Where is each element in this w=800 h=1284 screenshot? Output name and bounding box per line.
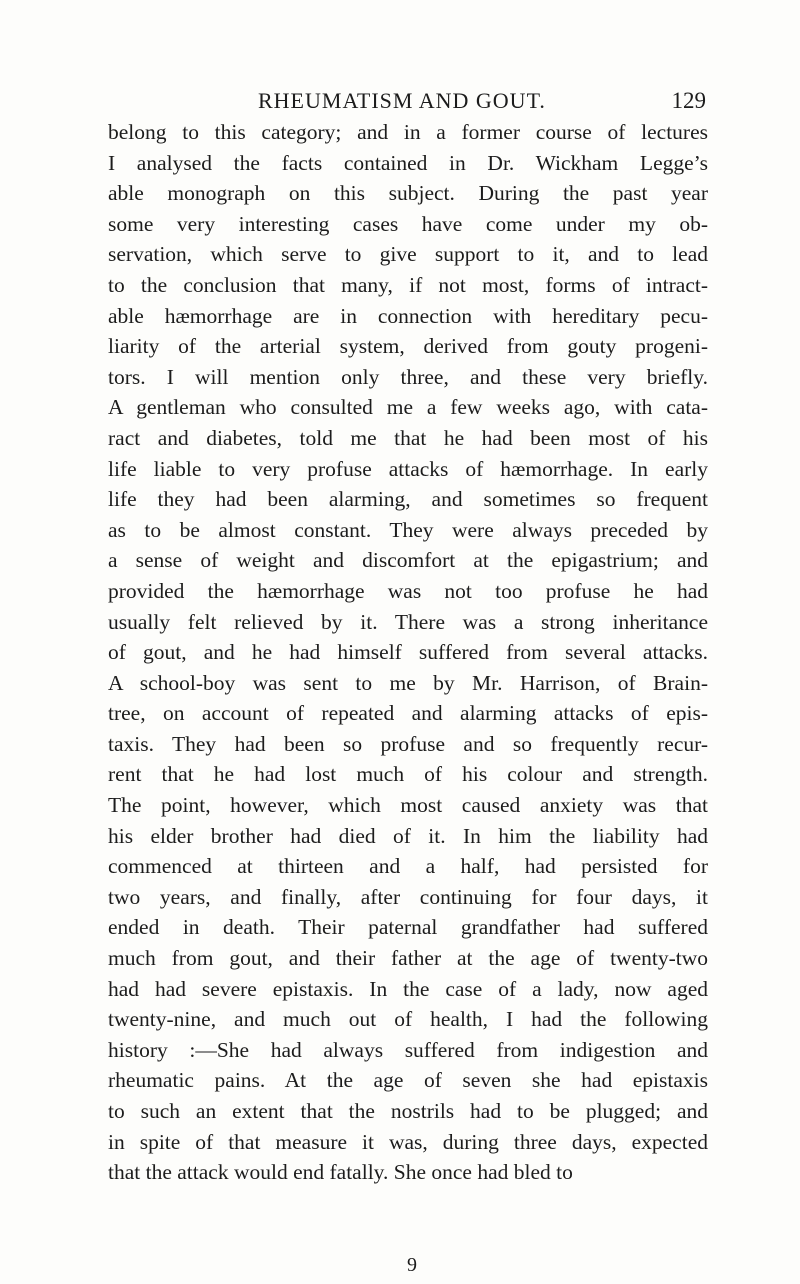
text-line: I analysed the facts contained in Dr. Wickham Legge’s	[108, 150, 708, 175]
text-line: A gentleman who consulted me a few weeks ago, with cata-	[108, 395, 708, 420]
text-line: some very interesting cases have come under my ob-	[108, 211, 708, 236]
text-line: twenty-nine, and much out of health, I had the following	[108, 1007, 708, 1032]
text-line: commenced at thirteen and a half, had persisted for	[108, 854, 708, 879]
text-line: rent that he had lost much of his colour and strength.	[108, 762, 708, 787]
text-line: usually felt relieved by it. There was a strong inheritance	[108, 609, 708, 634]
body-paragraph	[108, 117, 708, 1188]
text-line: had had severe epistaxis. In the case of a lady, now aged	[108, 976, 708, 1001]
text-line: history :—She had always suffered from indigestion and	[108, 1037, 708, 1062]
text-line: ended in death. Their paternal grandfather had suffered	[108, 915, 708, 940]
signature-mark: 9	[407, 1254, 417, 1276]
text-line: tors. I will mention only three, and these very briefly.	[108, 364, 708, 389]
text-line: in spite of that measure it was, during three days, expected	[108, 1129, 708, 1154]
text-line: tree, on account of repeated and alarming attacks of epis-	[108, 701, 708, 726]
text-line: life they had been alarming, and sometimes so frequent	[108, 487, 708, 512]
text-line: much from gout, and their father at the age of twenty-two	[108, 946, 708, 971]
running-head	[0, 88, 800, 118]
text-line: two years, and finally, after continuing for four days, it	[108, 884, 708, 909]
text-line: as to be almost constant. They were always preceded by	[108, 517, 708, 542]
text-line: liarity of the arterial system, derived from gouty progeni-	[108, 334, 708, 359]
text-line: able hæmorrhage are in connection with hereditary pecu-	[108, 303, 708, 328]
text-line: A school-boy was sent to me by Mr. Harrison, of Brain-	[108, 670, 708, 695]
text-line: servation, which serve to give support to it, and to lead	[108, 242, 708, 267]
text-line: able monograph on this subject. During the past year	[108, 181, 708, 206]
text-line: taxis. They had been so profuse and so frequently recur-	[108, 731, 708, 756]
text-line: his elder brother had died of it. In him the liability had	[108, 823, 708, 848]
text-line: ract and diabetes, told me that he had been most of his	[108, 425, 708, 450]
text-line: belong to this category; and in a former course of lectures	[108, 120, 708, 144]
text-line: provided the hæmorrhage was not too profuse he had	[108, 578, 708, 603]
text-line: to the conclusion that many, if not most, forms of intract-	[108, 272, 708, 297]
text-line: that the attack would end fatally. She once had bled to	[108, 1160, 573, 1185]
text-line: to such an extent that the nostrils had to be plugged; and	[108, 1099, 708, 1123]
text-line: a sense of weight and discomfort at the epigastrium; and	[108, 548, 708, 573]
page-number: 129	[671, 88, 706, 113]
text-line: life liable to very profuse attacks of hæmorrhage. In early	[108, 456, 708, 481]
running-title: RHEUMATISM AND GOUT.	[258, 88, 546, 113]
text-line: of gout, and he had himself suffered from several attacks.	[108, 640, 708, 665]
text-line: rheumatic pains. At the age of seven she had epistaxis	[108, 1068, 708, 1093]
text-line: The point, however, which most caused anxiety was that	[108, 793, 708, 818]
